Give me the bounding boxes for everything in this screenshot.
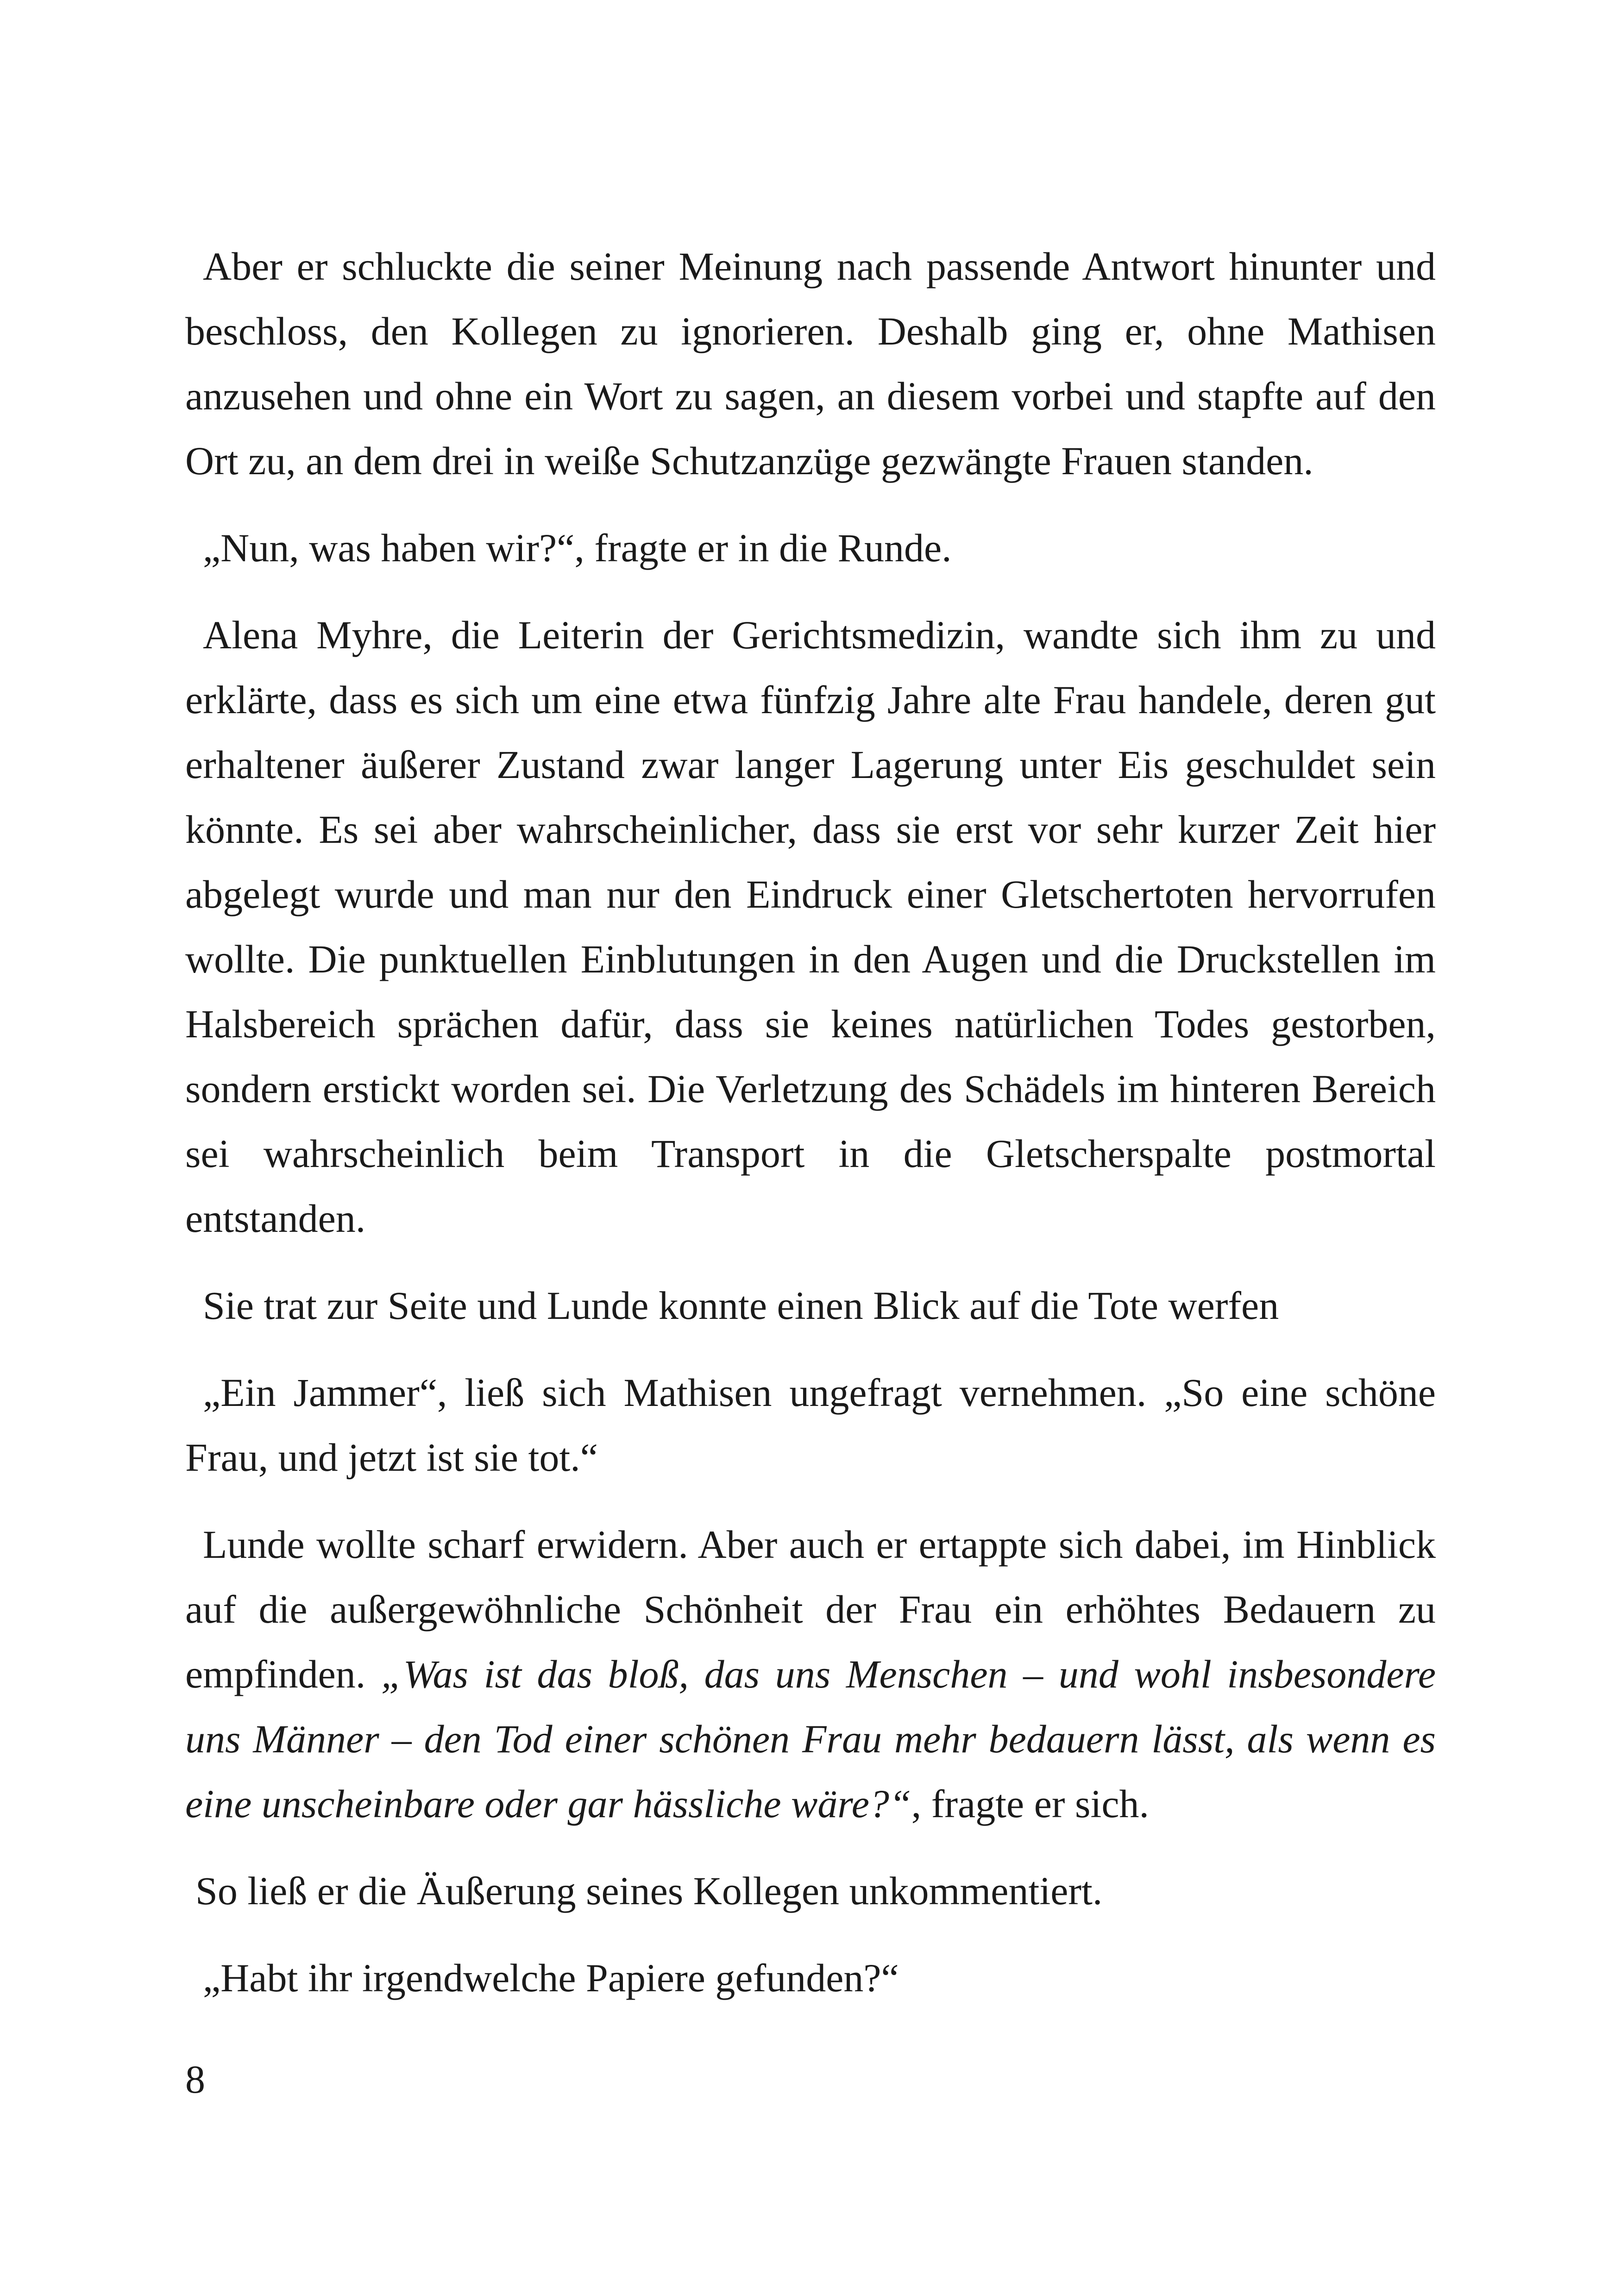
inner-thought: „Was ist das bloß, das uns Menschen – und wohl [381,1652,1212,1696]
paragraph-7: So ließ er die Äußerung seines Kollegen unkommentiert. [195,1869,1103,1913]
paragraph-8: „Habt ihr irgendwelche Papiere gefunden?“ [203,1956,899,2000]
paragraph-6: Lunde wollte scharf erwidern. Aber auch er ertappte sich dabei, im Hinblick auf die außergewöhnliche Schönheit der Frau ein erhöhtes Bedauern zu empfinden. „Was ist das bloß, das uns Menschen – und wohl insbesondere uns Männer – den Tod einer schönen Frau mehr bedauern lässt, als wenn es eine unscheinbare oder gar hässliche wäre?“, fragte er sich. [185,1522,1436,1826]
paragraph-2: „Nun, was haben wir?“, fragte er in die Runde. [203,526,952,570]
inner-thought-cont: insbesondere uns Männer – den Tod einer schönen Frau mehr bedauern lässt, als [185,1652,1436,1761]
paragraph-5: „Ein Jammer“, ließ sich Mathisen ungefragt vernehmen. „So eine schöne Frau, und jetzt ist sie tot.“ [185,1370,1436,1480]
paragraph-4: Sie trat zur Seite und Lunde konnte einen Blick auf die Tote werfen [203,1283,1279,1328]
paragraph-1: Aber er schluckte die seiner Meinung nach passende Antwort hinunter und beschloss, den Kollegen zu ignorieren. Deshalb ging er, ohne Mathisen anzusehen und ohne ein Wort zu sagen, an diesem vorbei und stapfte auf den Ort zu, an dem drei in weiße Schutzanzüge gezwängte Frauen standen. [185,244,1436,483]
inner-thought-end: wenn es eine unscheinbare oder gar hässliche wäre?“ [185,1717,1436,1826]
paragraph-3: Alena Myhre, die Leiterin der Gerichtsmedizin, wandte sich ihm zu und erklärte, dass es sich um eine etwa fünfzig Jahre alte Frau handele, deren gut erhaltener äußerer Zustand zwar langer Lagerung unter Eis geschuldet sein könnte. Es sei aber wahrscheinlicher, dass sie erst vor sehr kurzer Zeit hier abgelegt wurde und man nur den Eindruck einer Gletschertoten hervorrufen wollte. Die punktuellen Einblutungen in den Augen und die Druckstellen im Halsbereich sprächen dafür, dass sie keines natürlichen Todes gestorben, sondern erstickt worden sei. Die Verletzung des Schädels im hinteren Bereich sei wahrscheinlich beim Transport in die Gletscherspalte postmortal entstanden. [185,613,1436,1241]
page-number: 8 [185,2057,205,2102]
body-text [185,234,1436,2033]
